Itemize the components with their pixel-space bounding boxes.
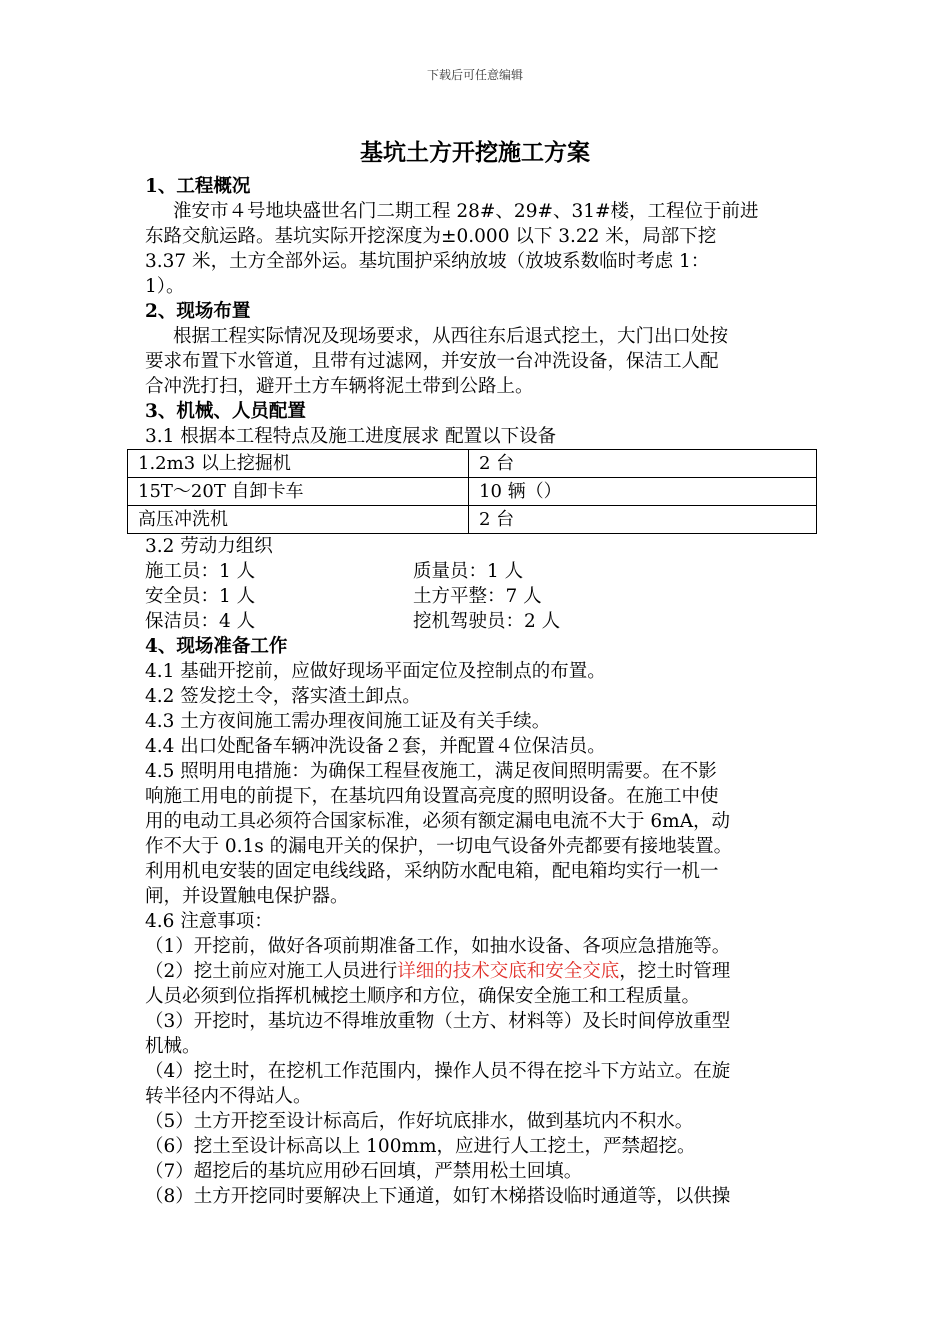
staff-item: 质量员：1 人	[413, 561, 524, 582]
section-heading: 4、现场准备工作	[145, 636, 288, 657]
paragraph-line: （7）超挖后的基坑应用砂石回填，严禁用松土回填。	[145, 1161, 583, 1182]
paragraph-line: 要求布置下水管道，且带有过滤网，并安放一台冲洗设备，保洁工人配	[145, 351, 719, 372]
table-cell: 2 台	[469, 450, 817, 478]
paragraph-line: 4.1 基础开挖前，应做好现场平面定位及控制点的布置。	[145, 661, 606, 682]
table-cell: 15T～20T 自卸卡车	[128, 478, 469, 506]
document-title: 基坑土方开挖施工方案	[360, 139, 590, 166]
table-cell: 10 辆（）	[469, 478, 817, 506]
table-cell: 2 台	[469, 506, 817, 534]
paragraph-line: 用的电动工具必须符合国家标准，必须有额定漏电电流不大于 6mA，动	[145, 811, 731, 832]
paragraph-line: （5）土方开挖至设计标高后，作好坑底排水，做到基坑内不积水。	[145, 1111, 694, 1132]
paragraph-line: （1）开挖前，做好各项前期准备工作，如抽水设备、各项应急措施等。	[145, 936, 731, 957]
text-run: （2）挖土前应对施工人员进行	[145, 961, 398, 982]
highlighted-text: 详细的技术交底和安全交底	[397, 961, 620, 982]
paragraph-line: 1）。	[145, 276, 185, 297]
page-header: 下载后可任意编辑	[426, 68, 523, 82]
staff-list	[145, 559, 810, 634]
section-heading: 1、工程概况	[145, 176, 251, 197]
paragraph-line: （6）挖土至设计标高以上 100mm，应进行人工挖土，严禁超挖。	[145, 1136, 696, 1157]
subsection-heading: 3.2 劳动力组织	[145, 536, 273, 557]
paragraph-line: （8）土方开挖同时要解决上下通道，如钉木梯搭设临时通道等，以供操	[145, 1186, 731, 1207]
staff-item: 土方平整：7 人	[413, 586, 542, 607]
paragraph-line: 人员必须到位指挥机械挖土顺序和方位，确保安全施工和工程质量。	[145, 986, 701, 1007]
staff-item: 施工员：1 人	[145, 561, 256, 582]
section-heading: 3、机械、人员配置	[145, 401, 306, 422]
table-row	[128, 506, 817, 534]
paragraph-line: 闸，并设置触电保护器。	[145, 886, 349, 907]
paragraph-line: 3.37 米，土方全部外运。基坑围护采纳放坡（放坡系数临时考虑 1：	[145, 251, 710, 272]
paragraph-line: 4.3 土方夜间施工需办理夜间施工证及有关手续。	[145, 711, 551, 732]
document-body	[138, 174, 810, 1209]
paragraph-line: 4.2 签发挖土令，落实渣土卸点。	[145, 686, 421, 707]
paragraph-line: 东路交航运路。基坑实际开挖深度为±0.000 以下 3.22 米，局部下挖	[145, 226, 717, 247]
paragraph-line: 作不大于 0.1s 的漏电开关的保护，一切电气设备外壳都要有接地装置。	[145, 836, 733, 857]
table-row	[128, 450, 817, 478]
table-cell: 1.2m3 以上挖掘机	[128, 450, 469, 478]
staff-item: 保洁员：4 人	[145, 611, 256, 632]
staff-item: 挖机驾驶员：2 人	[413, 611, 561, 632]
text-run: ，挖土时管理	[619, 961, 731, 982]
paragraph-line: （3）开挖时，基坑边不得堆放重物（土方、材料等）及长时间停放重型	[145, 1011, 731, 1032]
paragraph-line: 合冲洗打扫，避开土方车辆将泥土带到公路上。	[145, 376, 534, 397]
paragraph-line: 4.6 注意事项：	[145, 911, 273, 932]
table-row	[128, 478, 817, 506]
equipment-table	[127, 449, 817, 534]
paragraph-line: 转半径内不得站人。	[145, 1086, 312, 1107]
paragraph-line: 利用机电安装的固定电线线路，采纳防水配电箱，配电箱均实行一机一	[145, 861, 719, 882]
paragraph-line: 响施工用电的前提下，在基坑四角设置高亮度的照明设备。在施工中使	[145, 786, 719, 807]
paragraph-line: 4.4 出口处配备车辆冲洗设备２套，并配置４位保洁员。	[145, 736, 606, 757]
paragraph-line: 4.5 照明用电措施：为确保工程昼夜施工，满足夜间照明需要。在不影	[145, 761, 717, 782]
subsection-heading: 3.1 根据本工程特点及施工进度展求 配置以下设备	[145, 426, 557, 447]
section-heading: 2、现场布置	[145, 301, 251, 322]
paragraph-line: 淮安市４号地块盛世名门二期工程 28#、29#、31#楼，工程位于前进	[173, 201, 759, 222]
paragraph-line-with-highlight	[145, 959, 810, 984]
paragraph-line: 根据工程实际情况及现场要求，从西往东后退式挖土，大门出口处按	[173, 326, 729, 347]
paragraph-line: （4）挖土时，在挖机工作范围内，操作人员不得在挖斗下方站立。在旋	[145, 1061, 731, 1082]
paragraph-line: 机械。	[145, 1036, 201, 1057]
table-cell: 高压冲洗机	[128, 506, 469, 534]
staff-item: 安全员：1 人	[145, 586, 256, 607]
